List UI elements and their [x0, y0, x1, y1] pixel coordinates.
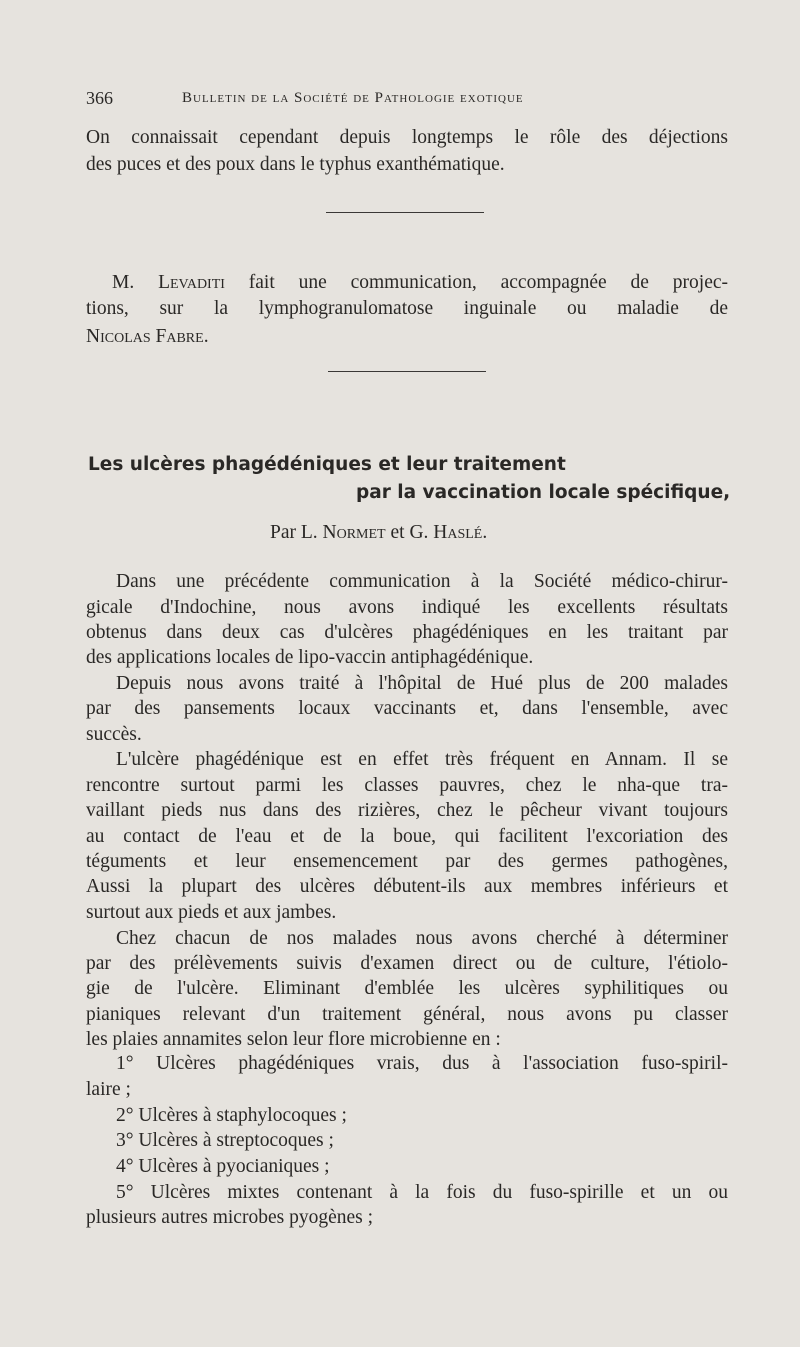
communication-line-3: Nicolas Fabre.: [86, 326, 209, 347]
page-header: [86, 88, 726, 112]
body-line: Dans une précédente communication à la Société médico-chirur-: [116, 571, 728, 592]
body-line: vaillant pieds nus dans des rizières, chez le pêcheur vivant toujours: [86, 800, 728, 821]
communication-line-2: tions, sur la lymphogranulomatose inguinale ou maladie de: [86, 298, 728, 319]
body-line: au contact de l'eau et de la boue, qui facilitent l'excoriation des: [86, 826, 728, 847]
byline-end: .: [482, 522, 488, 543]
body-line: des applications locales de lipo-vaccin antiphagédénique.: [86, 647, 534, 668]
body-line: téguments et leur ensemencement par des germes pathogènes,: [86, 851, 728, 872]
byline-mid: et G.: [385, 522, 434, 543]
separator-rule-2: [328, 371, 486, 372]
communication-line-1: [86, 271, 728, 295]
author-levaditi: Levaditi: [158, 272, 225, 293]
body-line: 2° Ulcères à staphylocoques ;: [116, 1105, 347, 1126]
intro-line-1: On connaissait cependant depuis longtemps le rôle des déjections: [86, 127, 728, 148]
body-line: rencontre surtout parmi les classes pauvres, chez le nha-que tra-: [86, 775, 728, 796]
body-line: 5° Ulcères mixtes contenant à la fois du fuso-spirille et un ou: [116, 1182, 728, 1203]
body-line: gicale d'Indochine, nous avons indiqué les excellents résultats: [86, 597, 728, 618]
body-line: par des pansements locaux vaccinants et, dans l'ensemble, avec: [86, 698, 728, 719]
article-title-line-2: par la vaccination locale spécifique,: [356, 482, 731, 503]
intro-line-2: des puces et des poux dans le typhus exanthématique.: [86, 154, 505, 175]
body-line: par des prélèvements suivis d'examen direct ou de culture, l'étiolo-: [86, 953, 728, 974]
body-line: Aussi la plupart des ulcères débutent-ils aux membres inférieurs et: [86, 876, 728, 897]
body-line: obtenus dans deux cas d'ulcères phagédéniques en les traitant par: [86, 622, 728, 643]
body-line: surtout aux pieds et aux jambes.: [86, 902, 337, 923]
body-line: Depuis nous avons traité à l'hôpital de Hué plus de 200 malades: [116, 673, 728, 694]
page-number: 366: [86, 88, 113, 108]
author-hasle: Haslé: [433, 522, 483, 543]
communication-prefix: M.: [112, 272, 159, 293]
byline-prefix: Par L.: [270, 522, 323, 543]
body-line: gie de l'ulcère. Eliminant d'emblée les ulcères syphilitiques ou: [86, 978, 728, 999]
separator-rule-1: [326, 212, 484, 213]
body-line: 1° Ulcères phagédéniques vrais, dus à l'association fuso-spiril-: [116, 1053, 728, 1074]
body-line: plusieurs autres microbes pyogènes ;: [86, 1207, 374, 1228]
author-normet: Normet: [322, 522, 386, 543]
body-line: 3° Ulcères à streptocoques ;: [116, 1130, 334, 1151]
body-line: les plaies annamites selon leur flore microbienne en :: [86, 1029, 501, 1050]
body-line: L'ulcère phagédénique est en effet très fréquent en Annam. Il se: [116, 749, 728, 770]
body-line: Chez chacun de nos malades nous avons cherché à déterminer: [116, 928, 728, 949]
body-line: laire ;: [86, 1079, 131, 1100]
running-title: Bulletin de la Société de Pathologie exotique: [182, 90, 524, 106]
body-line: pianiques relevant d'un traitement général, nous avons pu classer: [86, 1004, 728, 1025]
article-title-line-1: Les ulcères phagédéniques et leur traitement: [88, 454, 566, 475]
article-byline: [270, 521, 590, 545]
communication-line-1-rest: fait une communication, accompagnée de projec-: [224, 272, 728, 293]
body-line: succès.: [86, 724, 142, 745]
body-line: 4° Ulcères à pyocianiques ;: [116, 1156, 330, 1177]
